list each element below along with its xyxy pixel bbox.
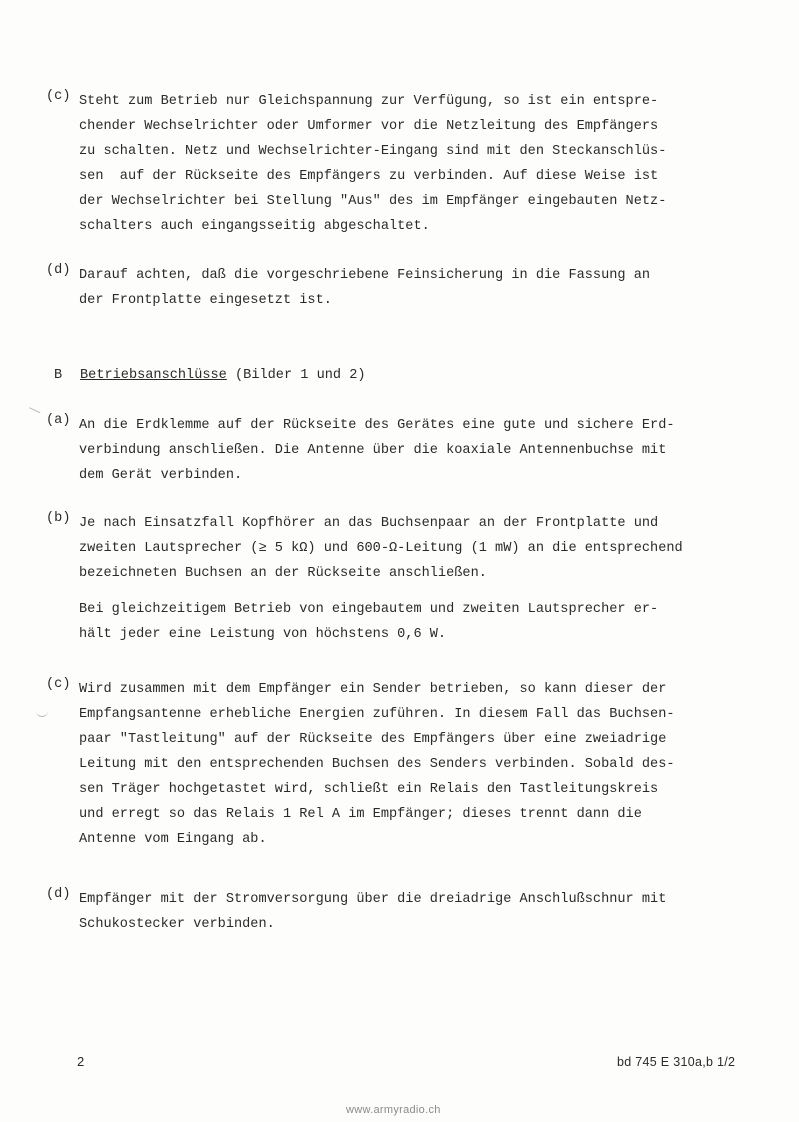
document-reference: bd 745 E 310a,b 1/2 — [617, 1055, 736, 1069]
text-line: der Frontplatte eingesetzt ist. — [79, 293, 332, 308]
text-line: dem Gerät verbinden. — [79, 468, 243, 483]
text-line: hält jeder eine Leistung von höchstens 0,6 W. — [79, 627, 447, 642]
text-line: An die Erdklemme auf der Rückseite des Gerätes eine gute und sichere Erd- — [79, 418, 675, 433]
text-line: Leitung mit den entsprechenden Buchsen des Senders verbinden. Sobald des- — [79, 757, 675, 772]
text-line: bezeichneten Buchsen an der Rückseite anschließen. — [79, 566, 487, 581]
text-line: Schukostecker verbinden. — [79, 917, 275, 932]
heading-label: B — [54, 368, 63, 383]
heading-title: Betriebsanschlüsse — [80, 368, 227, 383]
item-label: (c) — [46, 89, 71, 104]
text-line: zu schalten. Netz und Wechselrichter-Eingang sind mit den Steckanschlüs- — [79, 144, 667, 159]
section-heading — [54, 368, 366, 383]
paragraph — [79, 887, 759, 937]
item-label: (d) — [46, 887, 71, 902]
heading-suffix: (Bilder 1 und 2) — [226, 368, 366, 383]
paragraph-note — [79, 597, 759, 647]
item-label: (d) — [46, 263, 71, 278]
scan-mark — [36, 706, 48, 717]
text-line: Empfänger mit der Stromversorgung über die dreiadrige Anschlußschnur mit — [79, 892, 667, 907]
text-line: Je nach Einsatzfall Kopfhörer an das Buchsenpaar an der Frontplatte und — [79, 516, 659, 531]
text-line: Bei gleichzeitigem Betrieb von eingebautem und zweiten Lautsprecher er- — [79, 602, 659, 617]
paragraph — [79, 89, 759, 239]
text-line: sen auf der Rückseite des Empfängers zu verbinden. Auf diese Weise ist — [79, 169, 659, 184]
text-line: chender Wechselrichter oder Umformer vor die Netzleitung des Empfängers — [79, 119, 659, 134]
text-line: verbindung anschließen. Die Antenne über die koaxiale Antennenbuchse mit — [79, 443, 667, 458]
text-line: sen Träger hochgetastet wird, schließt ein Relais den Tastleitungskreis — [79, 782, 659, 797]
watermark: www.armyradio.ch — [346, 1104, 441, 1116]
text-line: Antenne vom Eingang ab. — [79, 832, 267, 847]
paragraph — [79, 263, 759, 313]
text-line: Darauf achten, daß die vorgeschriebene Feinsicherung in die Fassung an — [79, 268, 651, 283]
paragraph — [79, 677, 759, 852]
paragraph — [79, 511, 759, 586]
paragraph — [79, 413, 759, 488]
item-label: (c) — [46, 677, 71, 692]
text-line: zweiten Lautsprecher (≥ 5 kΩ) und 600-Ω-Leitung (1 mW) an die entsprechend — [79, 541, 683, 556]
text-line: Empfangsantenne erhebliche Energien zuführen. In diesem Fall das Buchsen- — [79, 707, 675, 722]
text-line: Wird zusammen mit dem Empfänger ein Sender betrieben, so kann dieser der — [79, 682, 667, 697]
text-line: und erregt so das Relais 1 Rel A im Empfänger; dieses trennt dann die — [79, 807, 642, 822]
page-number: 2 — [77, 1054, 85, 1069]
text-line: der Wechselrichter bei Stellung "Aus" des im Empfänger eingebauten Netz- — [79, 194, 667, 209]
item-label: (b) — [46, 511, 71, 526]
text-line: Steht zum Betrieb nur Gleichspannung zur Verfügung, so ist ein entspre- — [79, 94, 659, 109]
text-line: paar "Tastleitung" auf der Rückseite des Empfängers über eine zweiadrige — [79, 732, 667, 747]
scan-mark — [29, 402, 43, 413]
text-line: schalters auch eingangsseitig abgeschaltet. — [79, 219, 430, 234]
item-label: (a) — [46, 413, 71, 428]
